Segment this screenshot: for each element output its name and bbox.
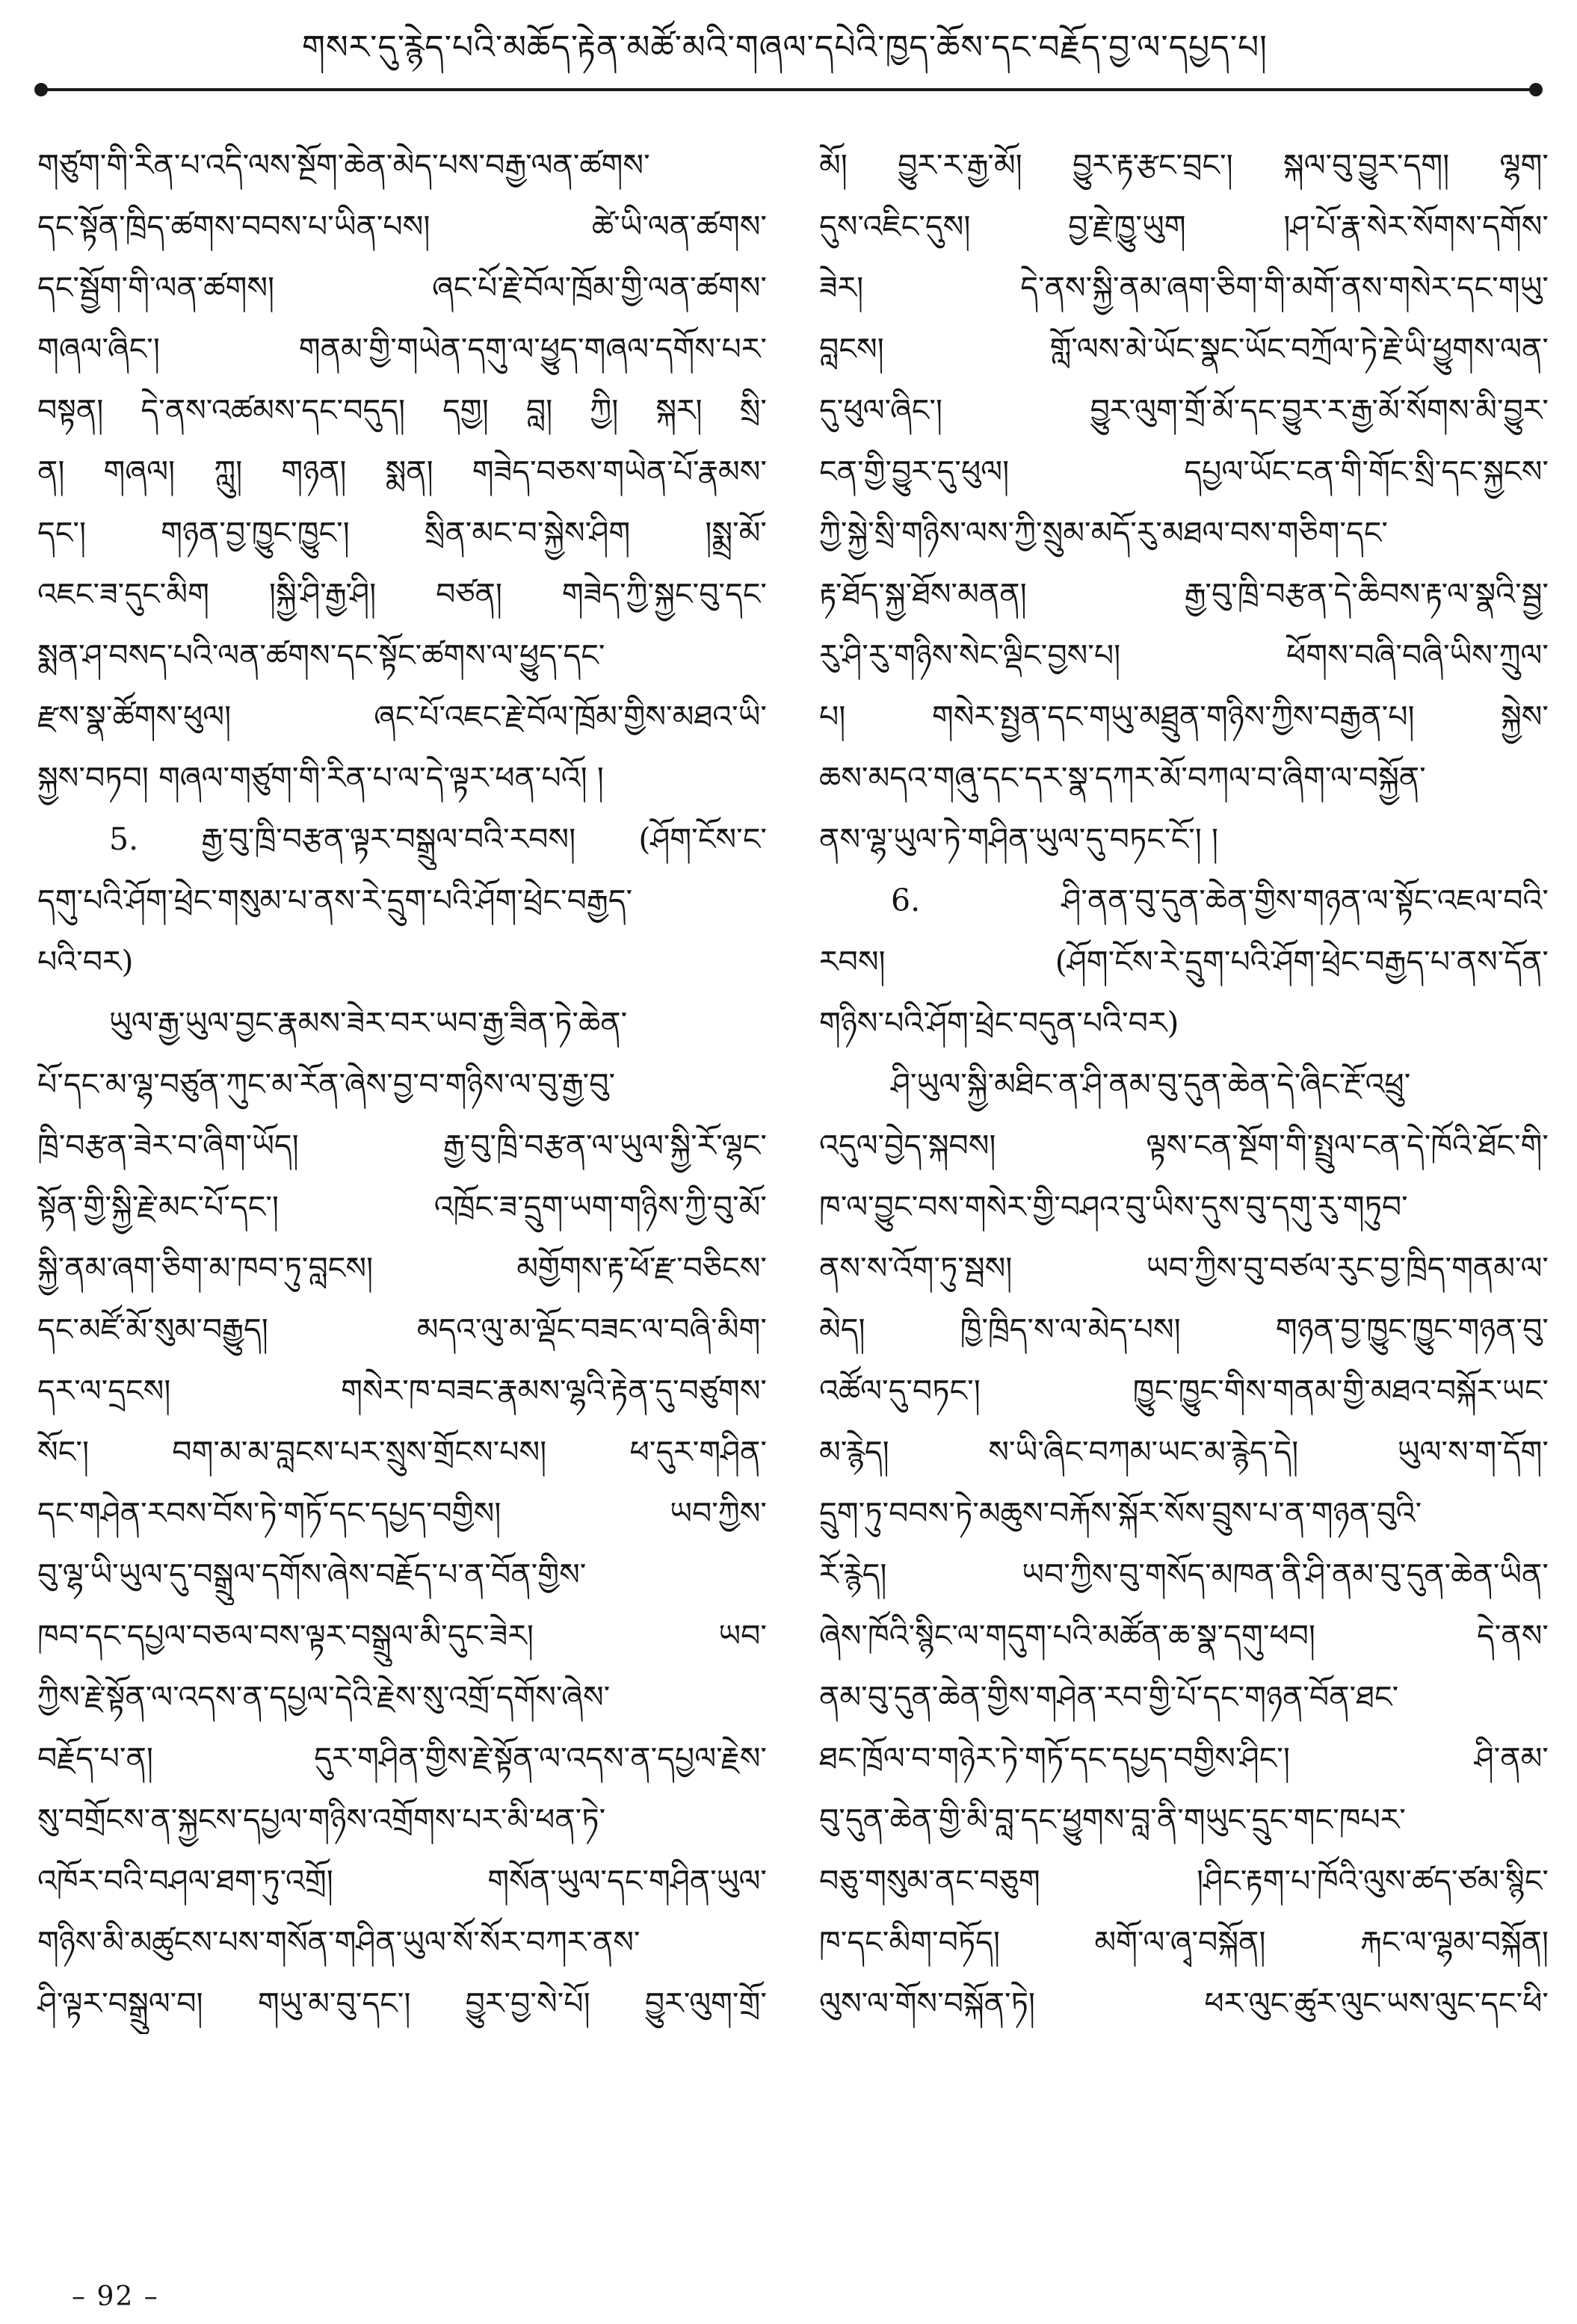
text-line: སྨན་ཤ་བསད་པའི་ལན་ཚགས་དང་སྟོང་ཚགས་ལ་ཕྱུད་དང་ xyxy=(37,637,605,673)
text-line: པོ་དང་མ་ལྷ་བཙུན་ཀུང་མ་རོན་ཞེས་བྱ་བ་གཉིས་ལ་བུ་རྒྱ་བུ་ xyxy=(37,1066,616,1102)
text-line: ངན་གྱི་བྱུར་དུ་ཕུལ། དཔྱལ་ཡོང་ངན་གི་གོང་སྲི་དང་སྐྱངས་ xyxy=(819,454,1549,489)
text-line: ཀྱི་སྐྱེ་སྲི་གཉིས་ལས་ཀྱི་སྲུམ་མདོ་རུ་མཐལ་བས་གཅིག་དང་ xyxy=(819,515,1389,551)
running-header: གསར་དུ་རྙེད་པའི་མཆོད་རྟེན་མཚོ་མའི་གཞལ་དཔེའི་ཁྱད་ཆོས་དང་བརྗོད་བྱ་ལ་དཔྱད་པ། xyxy=(302,28,1268,67)
text-line: མེད། ཁྱི་ཁྲིད་ས་ལ་མེད་པས། གཉན་བྱ་ཁྱུང་ཁྱུང་གཉན་བུ་ xyxy=(819,1311,1549,1347)
text-line: ལུས་ལ་གོས་བསྐོན་ཏེ། ཕར་ལུང་ཚུར་ལུང་ཡས་ལུང་དང་ཕི་ xyxy=(819,1985,1549,2021)
text-line: དང་སྟོན་ཁྲིད་ཚགས་བབས་པ་ཡིན་པས། ཚེ་ཡི་ལན་ཚགས་ xyxy=(37,208,767,244)
left-column xyxy=(37,135,767,2034)
text-line: ཁྲི་བརྩན་ཟེར་བ་ཞིག་ཡོད། རྒྱ་བུ་ཁྲི་བརྩན་ལ་ཡུལ་སྐྱི་རོ་ལྷང་ xyxy=(37,1128,767,1163)
text-line: དུས་འཇིང་དུས། བྱ་རྗེ་ཁྱུ་ཡུག །ཤ་པོ་རྣ་སེར་སོགས་དགོས་ xyxy=(819,208,1549,244)
text-line: འདུལ་བྱེད་སྐབས། ལྟས་ངན་སྔོག་གི་སྤྲུལ་ངན་དེ་ཁོའི་ཐོང་གི་ xyxy=(819,1128,1549,1163)
text-line: ཀྱིས་རྗེ་སྟོན་ལ་འདས་ན་དཔྱལ་དེའི་རྗེས་སུ་འགྲོ་དགོས་ཞེས་ xyxy=(37,1679,611,1715)
text-line: དང་མཛོ་མོ་སུམ་བརྒྱུད། མདའ་ལུ་མ་ལྡོང་བཟང་ལ་བཞི་མིག་ xyxy=(37,1311,767,1347)
section-heading-6-cont: རབས། (ཤོག་ངོས་རེ་དྲུག་པའི་ཤོག་ཕྲེང་བརྒྱད་པ་ནས་དོན་ xyxy=(819,944,1549,980)
text-line: དར་ལ་དྲངས། གསེར་ཁ་བཟང་རྣམས་ལྷའི་རྟེན་དུ་བཙུགས་ xyxy=(37,1373,767,1409)
text-line: དང་སྦྱོག་གི་ལན་ཚགས། ཞང་པོ་རྗེ་བོལ་ཁྲོམ་གྱི་ལན་ཚགས་ xyxy=(37,270,767,306)
text-line: གཉིས་མི་མཚུངས་པས་གསོན་གཤིན་ཡུལ་སོ་སོར་བཀར་ནས་ xyxy=(37,1924,641,1960)
text-line: དང་གཤེན་རབས་བོས་ཏེ་གཏོ་དང་དཔྱད་བགྱིས། ཡབ་ཀྱིས་ xyxy=(37,1495,767,1531)
text-line: འཁོར་བའི་བཤལ་ཐག་ཏུ་འགྲོ། གསོན་ཡུལ་དང་གཤིན་ཡུལ་ xyxy=(37,1863,767,1899)
text-line: སྟོན་གྱི་སྐྱི་རྗེ་མང་པོ་དང་། འཁྲོང་ཟ་དྲུག་ཡག་གཉིས་ཀྱི་བུ་མོ་ xyxy=(37,1189,767,1225)
text-line: གཞལ་ཞིང་། གནམ་གྱི་གཡེན་དགུ་ལ་ཕྱུད་གཞལ་དགོས་པར་ xyxy=(37,331,767,367)
text-line: བུ་དུན་ཆེན་གྱི་མི་བླ་དང་ཕྱུགས་བླ་ནི་གཡུང་དྲུང་གང་ཁཔར་ xyxy=(819,1802,1406,1838)
text-line: ཐང་ཁྲོལ་བ་གཉེར་ཏེ་གཏོ་དང་དཔྱད་བགྱིས་ཤིང་། ཤི་ནམ་ xyxy=(819,1740,1549,1776)
text-line: སྐྱས་བཏབ། གཞལ་གཙུག་གི་རིན་པ་ལ་དེ་ལྟར་ཕན་པའོ། ། xyxy=(37,760,604,796)
section-heading-6: 6. ཤི་ནན་བུ་དུན་ཆེན་གྱིས་གཉན་ལ་སྟོང་འཇལ་བའི་ xyxy=(891,883,1549,918)
right-column xyxy=(819,135,1549,2034)
section-heading-5: 5. རྒྱ་བུ་ཁྲི་བརྩན་ལྟར་བསྒྲུལ་བའི་རབས། (ཤོག་ངོས་ང་ xyxy=(109,821,767,857)
section-heading-5-cont: པའི་བར) xyxy=(37,944,134,980)
text-line: ཤི་ལྟར་བསྒྲུལ་བ། གཡུ་མ་བུ་དང་། བྱུར་བྱ་སེ་པོ། བྱུར་ལུག་གྲོ་ xyxy=(37,1985,767,2021)
text-line: ཟེར། དེ་ནས་སྐྱི་ནམ་ཞག་ཅིག་གི་མགོ་ནས་གསེར་དང་གཡུ་ xyxy=(819,270,1549,306)
text-line: པ། གསེར་སྤྱན་དང་གཡུ་མཐྲུན་གཉིས་ཀྱིས་བརྒྱན་པ། སྐྱེས་ xyxy=(819,699,1549,735)
page-number: – 92 – xyxy=(72,2281,159,2312)
text-line: རྫས་སྣ་ཚོགས་ཕུལ། ཞང་པོ་འཇང་རྗེ་བོལ་ཁྲོམ་གྱིས་མཐའ་ཡི་ xyxy=(37,699,767,735)
section-heading-5-cont: དགུ་པའི་ཤོག་ཕྲེང་གསུམ་པ་ནས་རེ་དྲུག་པའི་ཤོག་ཕྲེང་བརྒྱད་ xyxy=(37,883,633,918)
text-line: ཁབ་དང་དཔྱལ་བཅལ་བས་ལྟར་བསྒྲུལ་མི་དུང་ཟེར། ཡབ་ xyxy=(37,1618,767,1654)
text-line: འཚོལ་དུ་བཏང་། ཁྱུང་ཁྱུང་གིས་གནམ་གྱི་མཐའ་བསྐོར་ཡང་ xyxy=(819,1373,1549,1409)
text-line: ན། གཞལ། ཀླུ། གཉན། སྨན། གཟེད་བཅས་གཡེན་པོ་རྣམས་ xyxy=(37,454,767,489)
text-line: བུ་ལྷ་ཡི་ཡུལ་དུ་བསྒྲུལ་དགོས་ཞེས་བརྗོད་པ་ན་བོན་གྱིས་ xyxy=(37,1557,587,1592)
text-line: རོ་རྙེད། ཡབ་ཀྱིས་བུ་གསོད་མཁན་ནི་ཤི་ནམ་བུ་དུན་ཆེན་ཡིན་ xyxy=(819,1557,1549,1592)
text-line: མོ། བྱུར་ར་རྒྱ་མོ། བྱུར་རྟ་རྩང་བྲང་། སྐལ་བུ་བྱུར་དག། ལྷག་ xyxy=(819,147,1549,183)
text-line: ཁ་དང་མིག་བཏོད། མགོ་ལ་ཞྭ་བསྐོན། རྐང་ལ་ལྷམ་བསྐོན། xyxy=(819,1924,1549,1960)
text-line: བསྟན། དེ་ནས་འཚམས་དང་བདུད། དགྱ། བླ། ཀྱི། སྐར། སྲི་ xyxy=(37,392,767,428)
text-line: དུ་ཕུལ་ཞིང་། བྱུར་ལུག་གྲོ་མོ་དང་བྱུར་ར་རྒྱ་མོ་སོགས་མི་བྱུར་ xyxy=(819,392,1549,428)
text-line: ནས་ས་འོག་ཏུ་སྦས། ཡབ་ཀྱིས་བུ་བཙལ་རུང་བྱ་ཁྲིད་གནམ་ལ་ xyxy=(819,1250,1549,1286)
text-line: སུ་བགྲོངས་ན་སྐྱངས་དཔྱལ་གཉིས་འགྲོགས་པར་མི་ཕན་ཏེ་ xyxy=(37,1802,606,1838)
header-rule xyxy=(39,88,1538,91)
text-line: སྐྱི་ནམ་ཞག་ཅིག་མ་ཁབ་ཏུ་བླངས། མགྱོགས་རྟ་ཕོ་རྫ་བཅིངས་ xyxy=(37,1250,767,1286)
text-line: སོང་། བག་མ་མ་བླངས་པར་སྲུས་གྲོངས་པས། ཕ་དུར་གཤིན་ xyxy=(37,1434,767,1470)
text-line: ནས་ལྷ་ཡུལ་ཏེ་གཤིན་ཡུལ་དུ་བཏང་ངོ་། ། xyxy=(819,821,1219,857)
text-line: དྲུག་ཏུ་བབས་ཏེ་མཆུས་བརྐོས་སྐོར་སོས་བྲུས་པ་ན་གཉན་བུའི་ xyxy=(819,1495,1422,1531)
text-line: རྟ་ཐོད་སྐྱ་ཐོས་མནན། རྒྱ་བུ་ཁྲི་བརྩན་དེ་ཆིབས་རྟ་ལ་སྣའི་སྦྱ་ xyxy=(819,576,1549,612)
text-line: འཇང་ཟ་དུང་མིག །སྐྱི་ཤི་རྒྱ་ཤི། བཙན། གཟེད་ཀྱི་སྐྱང་བུ་དང་ xyxy=(37,576,767,612)
text-line: ཤི་ཡུལ་སྐྱི་མཐིང་ན་ཤི་ནམ་བུ་དུན་ཆེན་དེ་ཞིང་རྔོ་འཕྲུ་ xyxy=(891,1066,1411,1102)
text-line: རུ་ཤི་རུ་གཉིས་སེང་ལྡིང་བྱས་པ། ཕོགས་བཞི་བཞི་ཡིས་ཀྲུལ་ xyxy=(819,637,1549,673)
text-line: གཙུག་གི་རིན་པ་འདི་ལས་སྔོག་ཆེན་མེད་པས་བརྒྱ་ལན་ཚགས་ xyxy=(37,147,650,183)
text-line: ཡུལ་རྒྱ་ཡུལ་བྱང་རྣམས་ཟེར་བར་ཡབ་རྒྱ་ཟིན་ཏེ་ཆེན་ xyxy=(109,1005,628,1041)
text-line: མ་རྙེད། ས་ཡི་ཞིང་བཀམ་ཡང་མ་རྙེད་དེ། ཡུལ་ས་ག་དོག་ xyxy=(819,1434,1549,1470)
text-line: ཆས་མདའ་གཞུ་དང་དར་སྣ་དཀར་མོ་བཀལ་བ་ཞིག་ལ་བསྐྱོན་ xyxy=(819,760,1426,796)
rule-end-dot-right xyxy=(1529,83,1543,96)
text-line: དང་། གཉན་བྱ་ཁྱུང་ཁྱུང་། སྲིན་མང་བ་སྐྱེས་ཤིག །སྨྲ་མོ་ xyxy=(37,515,767,551)
text-line: བླངས། གློ་ལས་མེ་ཡོང་སྣང་ཡོང་བཀྲོལ་ཏེ་རྗེ་ཡི་ཕྱུགས་ལན་ xyxy=(819,331,1549,367)
rule-end-dot-left xyxy=(34,83,48,96)
section-heading-6-cont: གཉིས་པའི་ཤོག་ཕྲེང་བདུན་པའི་བར) xyxy=(819,1005,1179,1041)
text-line: ཁ་ལ་བྱུང་བས་གསེར་གྱི་བཤའ་བུ་ཡིས་དུས་བུ་དགུ་རུ་གཏུབ་ xyxy=(819,1189,1408,1225)
text-line: བརྗོད་པ་ན། དུར་གཤིན་གྱིས་རྗེ་སྟོན་ལ་འདས་ན་དཔྱལ་རྗེས་ xyxy=(37,1740,767,1776)
text-line: བཅུ་གསུམ་ནང་བཅུག །ཤིང་རྟག་པ་ཁོའི་ལུས་ཚད་ཙམ་སྙིང་ xyxy=(819,1863,1549,1899)
text-line: ནམ་བུ་དུན་ཆེན་གྱིས་གཤེན་རབ་གྱི་པོ་དང་གཉན་བོན་ཐང་ xyxy=(819,1679,1399,1715)
text-line: ཞེས་ཁོའི་སྙིང་ལ་གདུག་པའི་མཚོན་ཆ་སྣ་དགུ་ཕབ། དེ་ནས་ xyxy=(819,1618,1549,1654)
